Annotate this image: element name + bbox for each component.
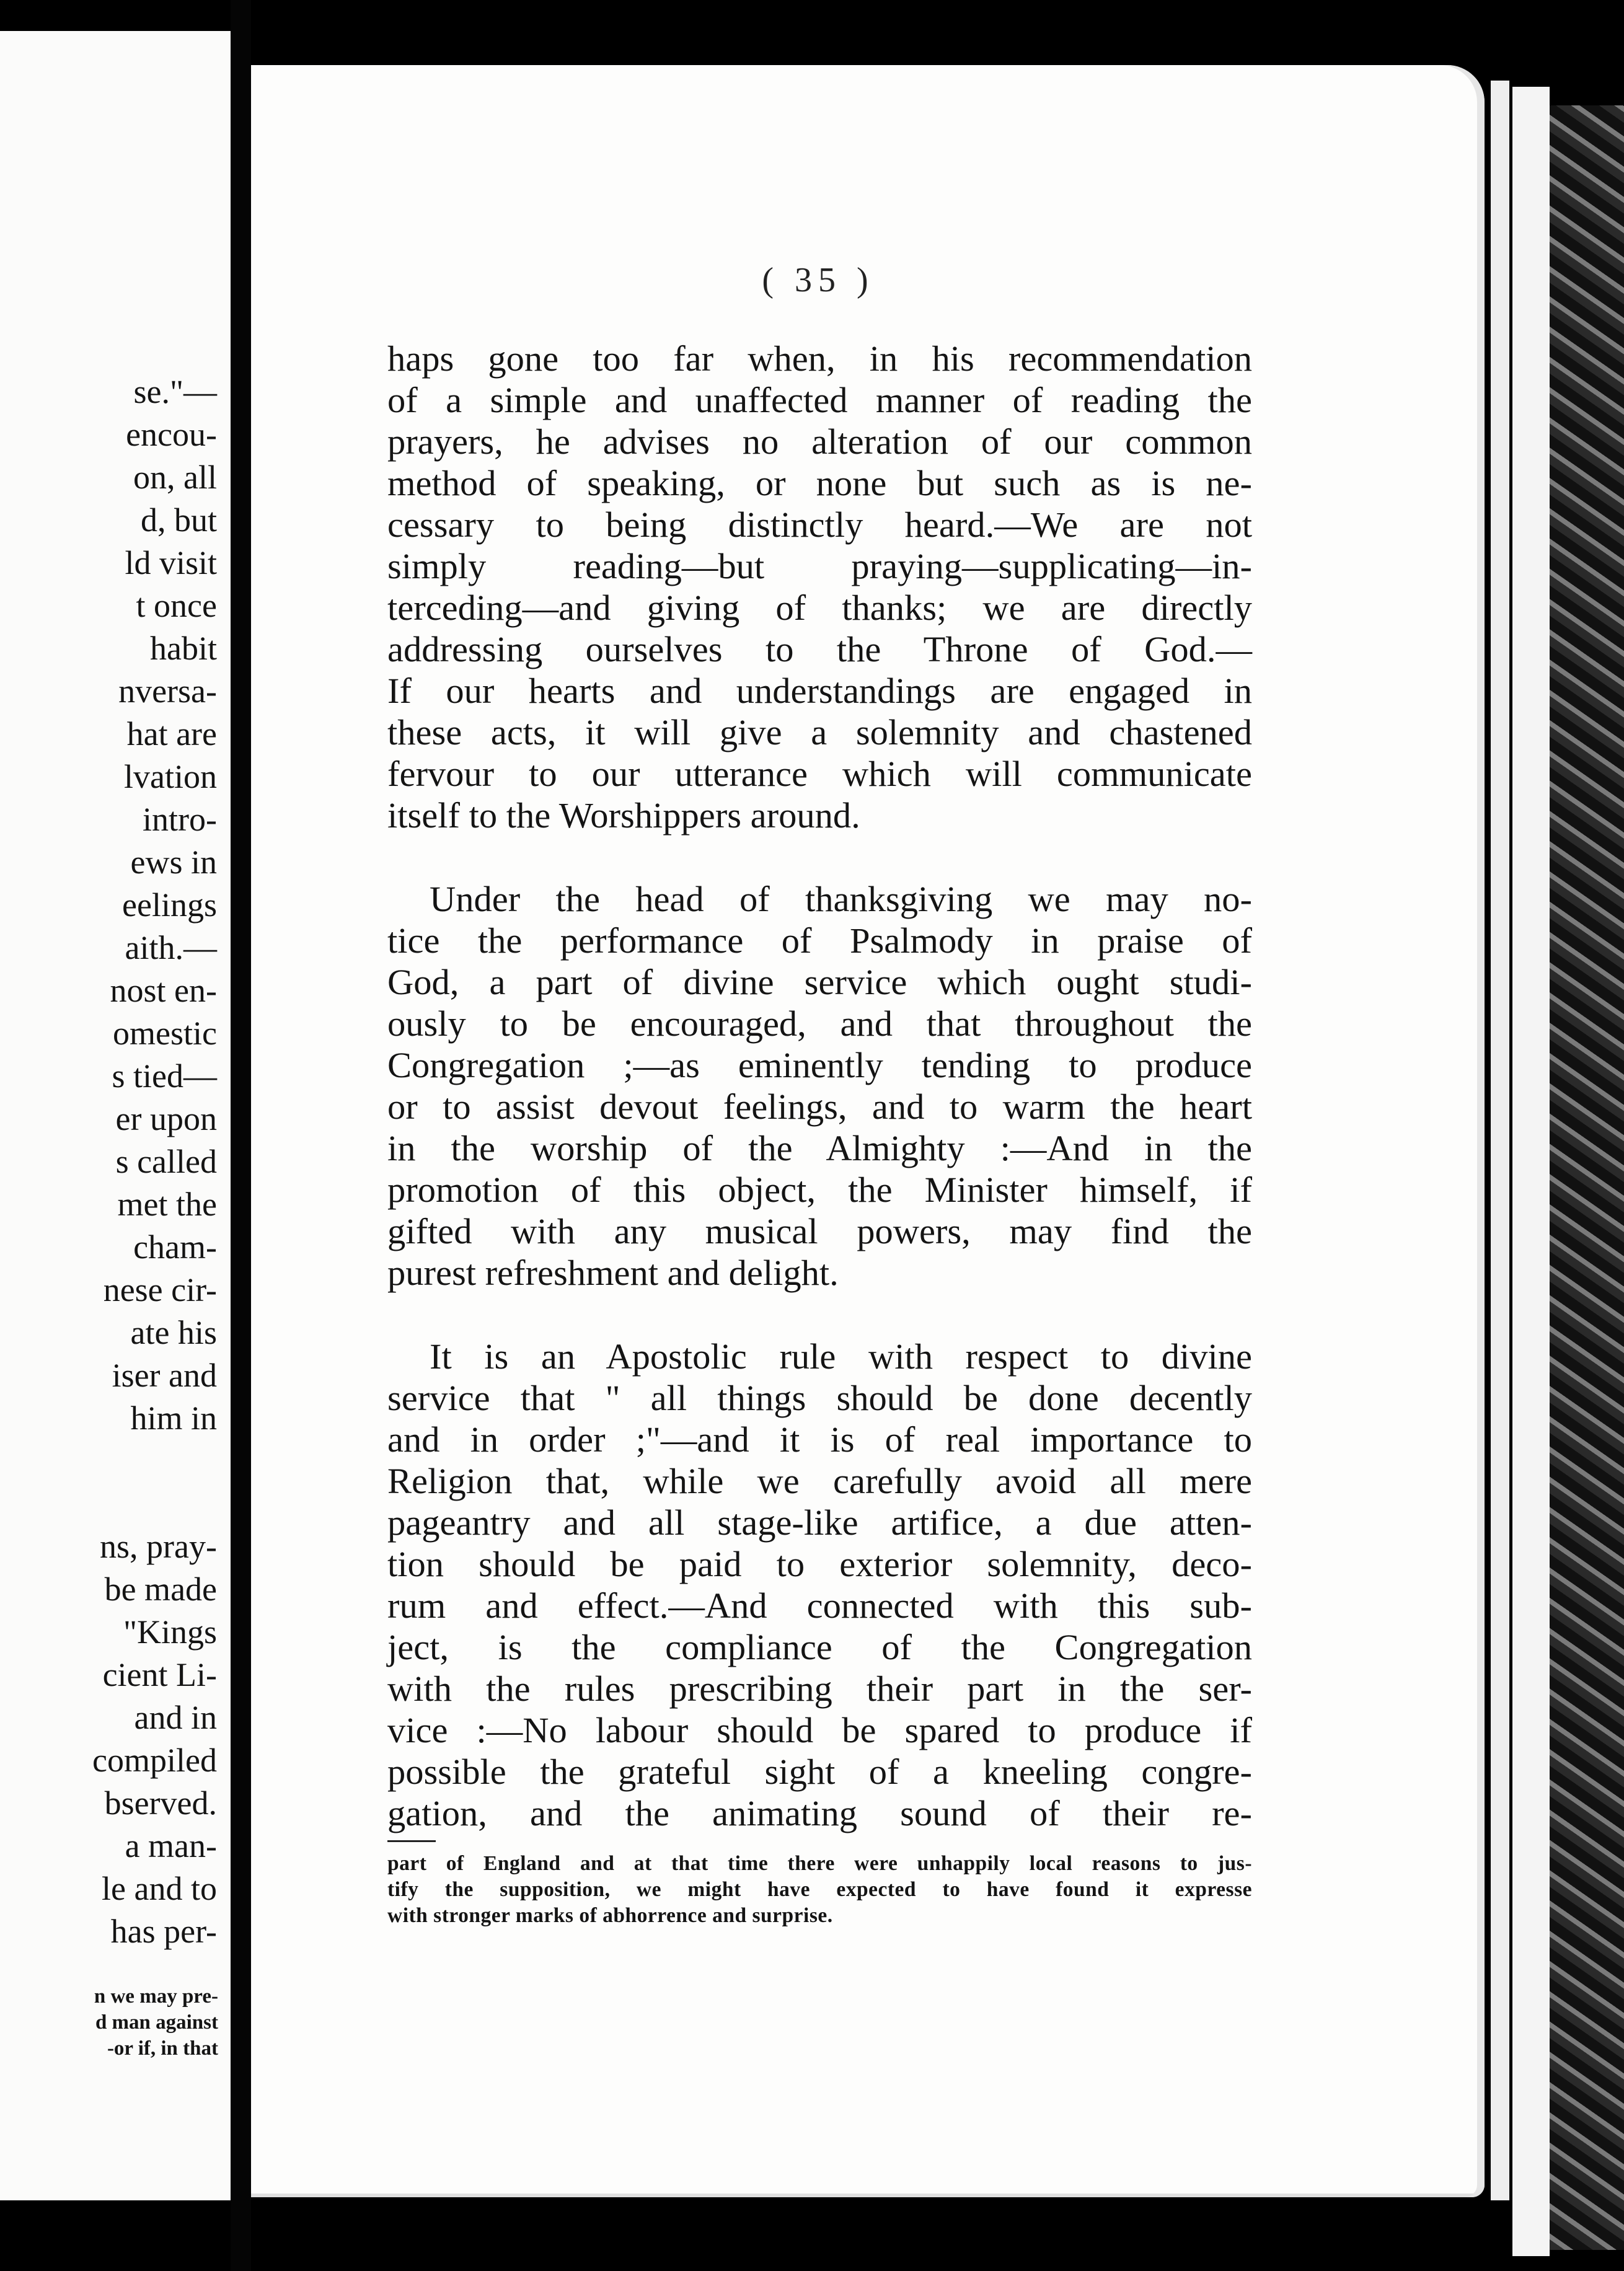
left-line: ews in [130,844,217,881]
page-body [387,338,1252,1929]
left-line: "Kings [123,1613,217,1651]
left-footnote-line: d man against [95,2011,218,2034]
text-line: Religion that, while we carefully avoid all mere [387,1461,1252,1501]
text-line: with the rules prescribing their part in the ser- [387,1669,1252,1709]
left-line: intro- [143,801,217,838]
left-line: be made [104,1571,217,1608]
footnote-line: with stronger marks of abhorrence and surprise. [387,1904,833,1927]
text-line: and in order ;"—and it is of real importance to [387,1419,1252,1460]
left-line: nost en- [110,972,217,1009]
left-page-fragment [0,31,231,2200]
text-line: It is an Apostolic rule with respect to divine [430,1336,1252,1377]
text-line: Congregation ;—as eminently tending to produce [387,1045,1252,1085]
text-line: tion should be paid to exterior solemnity, deco- [387,1544,1252,1584]
left-line: d, but [140,501,217,539]
left-line: habit [150,630,217,667]
left-page-footnote [94,1983,218,2062]
footnote-rule [387,1840,436,1842]
page-number: ( 35 ) [762,261,875,299]
text-line: fervour to our utterance which will communicate [387,754,1252,794]
text-line: ously to be encouraged, and that throughout the [387,1003,1252,1044]
text-line: these acts, it will give a solemnity and chastened [387,712,1252,752]
paragraph [387,338,1252,836]
text-line: purest refreshment and delight. [387,1253,839,1293]
left-line: nese cir- [103,1271,217,1308]
left-line: a man- [125,1827,217,1864]
text-line: Under the head of thanksgiving we may no- [430,879,1252,919]
left-line: hat are [126,715,217,752]
left-line: encou- [126,416,217,453]
text-line: gifted with any musical powers, may find the [387,1211,1252,1251]
left-page-text [92,371,217,1953]
book-gutter [231,0,251,2271]
left-line: eelings [122,886,217,924]
left-footnote-line: -or if, in that [107,2037,218,2060]
left-line: ld visit [125,544,217,581]
text-line: tice the performance of Psalmody in praise of [387,920,1252,961]
text-line: service that " all things should be done decently [387,1378,1252,1418]
left-line: s called [115,1143,217,1180]
footnote-line: part of England and at that time there were unhappily local reasons to jus- [387,1852,1252,1875]
text-line: simply reading—but praying—supplicating—in- [387,546,1252,586]
left-line: cient Li- [102,1656,217,1693]
left-line: on, all [133,459,217,496]
text-line: possible the grateful sight of a kneeling congre- [387,1752,1252,1792]
text-line: prayers, he advises no alteration of our common [387,421,1252,462]
page-edge [1512,87,1550,2256]
left-line [92,1440,217,1483]
text-line: or to assist devout feelings, and to warm the heart [387,1087,1252,1127]
text-line: terceding—and giving of thanks; we are directly [387,588,1252,628]
left-line: bserved. [104,1784,217,1822]
left-line: him in [130,1400,217,1437]
text-line: of a simple and unaffected manner of reading the [387,380,1252,420]
paragraph [387,1336,1252,1834]
left-line [92,1483,217,1525]
left-line: er upon [115,1100,217,1137]
text-line: ject, is the compliance of the Congregation [387,1627,1252,1667]
text-line: cessary to being distinctly heard.—We are not [387,505,1252,545]
left-line: t once [136,587,217,624]
left-line: ns, pray- [100,1528,217,1565]
left-line: has per- [110,1913,217,1950]
text-line: pageantry and all stage-like artifice, a due atten- [387,1502,1252,1543]
left-line: iser and [112,1357,217,1394]
text-line: itself to the Worshippers around. [387,795,860,836]
text-line: in the worship of the Almighty :—And in the [387,1128,1252,1168]
text-line: addressing ourselves to the Throne of God.— [387,629,1252,669]
footnote-line: tify the supposition, we might have expected to have found it expresse [387,1878,1252,1901]
page-edge [1491,81,1509,2200]
left-line: lvation [124,758,217,795]
left-line: cham- [133,1228,217,1266]
left-line: compiled [92,1742,217,1779]
left-line: se."— [133,373,217,410]
text-line: promotion of this object, the Minister himself, if [387,1170,1252,1210]
text-line: gation, and the animating sound of their re- [387,1793,1252,1833]
text-line: rum and effect.—And connected with this sub- [387,1585,1252,1626]
left-line: met the [117,1186,217,1223]
left-line: aith.— [125,929,217,966]
left-footnote-line: n we may pre- [94,1985,218,2008]
left-line: nversa- [118,672,217,710]
footnote [387,1851,1252,1929]
text-line: If our hearts and understandings are engaged in [387,671,1252,711]
text-line: God, a part of divine service which ought studi- [387,962,1252,1002]
marbled-cover-edge [1550,105,1624,2250]
text-line: vice :—No labour should be spared to produce if [387,1710,1252,1750]
text-line: method of speaking, or none but such as is ne- [387,463,1252,503]
text-line: haps gone too far when, in his recommendation [387,338,1252,379]
left-line: s tied— [112,1057,217,1095]
left-line: le and to [102,1870,217,1907]
paragraph [387,878,1252,1294]
left-line: and in [134,1699,217,1736]
left-line: ate his [130,1314,217,1351]
left-line: omestic [113,1015,217,1052]
